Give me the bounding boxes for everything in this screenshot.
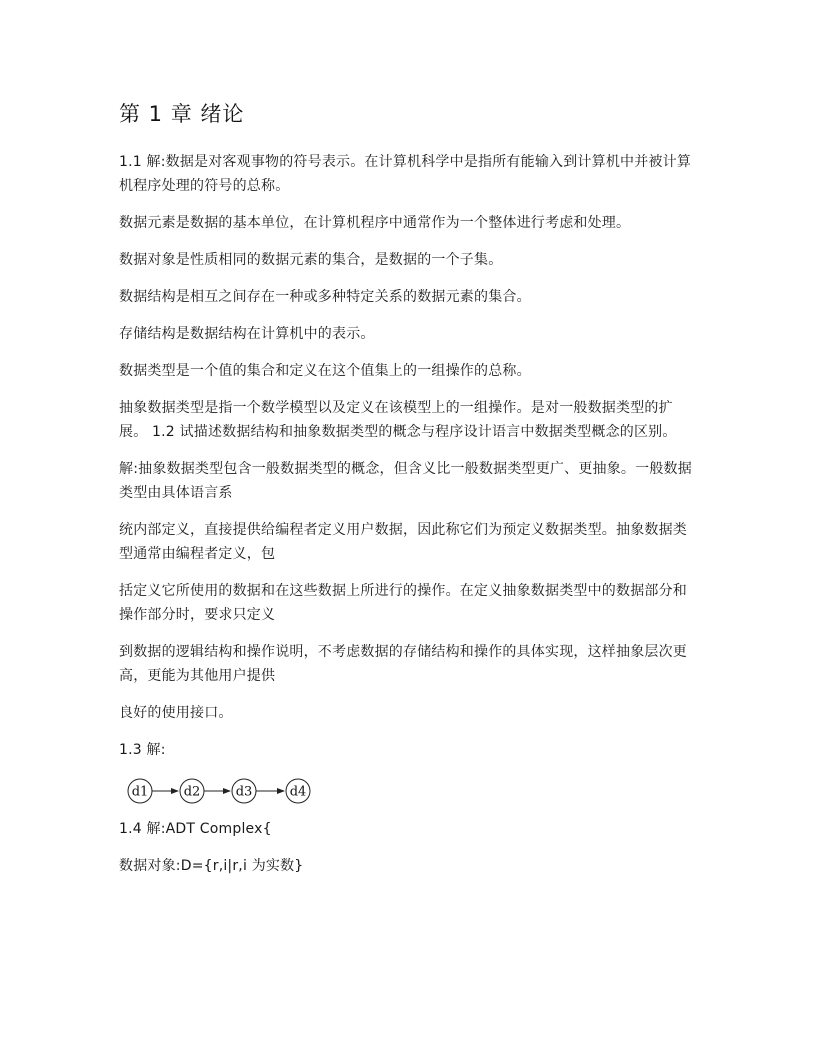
- paragraph-1-3: 1.3 解:: [119, 742, 166, 758]
- linear-structure-diagram: [121, 775, 321, 807]
- paragraph-answer-1-2-c: 括定义它所使用的数据和在这些数据上所进行的操作。在定义抽象数据类型中的数据部分和操作部分时，要求只定义: [119, 583, 687, 623]
- node-d1: [128, 779, 152, 803]
- document-content: [119, 98, 699, 891]
- node-d4: [286, 779, 310, 803]
- node-d2-label: d2: [183, 784, 201, 800]
- paragraph-storage-structure: 存储结构是数据结构在计算机中的表示。: [119, 326, 375, 342]
- paragraph-abstract-data-type: 抽象数据类型是指一个数学模型以及定义在该模型上的一组操作。是对一般数据类型的扩展。 1.2 试描述数据结构和抽象数据类型的概念与程序设计语言中数据类型概念的区别。: [119, 400, 677, 440]
- paragraph-data-element: 数据元素是数据的基本单位，在计算机程序中通常作为一个整体进行考虑和处理。: [119, 215, 631, 231]
- paragraph-answer-1-2-b: 统内部定义，直接提供给编程者定义用户数据，因此称它们为预定义数据类型。抽象数据类型通常由编程者定义，包: [119, 522, 687, 562]
- paragraph-data-structure: 数据结构是相互之间存在一种或多种特定关系的数据元素的集合。: [119, 289, 531, 305]
- paragraph-data-object: 数据对象是性质相同的数据元素的集合，是数据的一个子集。: [119, 252, 503, 268]
- chapter-title: 第 1 章 绪论: [119, 102, 245, 126]
- paragraph-answer-1-2-d: 到数据的逻辑结构和操作说明，不考虑数据的存储结构和操作的具体实现，这样抽象层次更高，更能为其他用户提供: [119, 644, 687, 684]
- node-d1-label: d1: [131, 784, 149, 800]
- paragraph-1-4: 1.4 解:ADT Complex{: [119, 821, 272, 837]
- paragraph-data-type: 数据类型是一个值的集合和定义在这个值集上的一组操作的总称。: [119, 363, 531, 379]
- node-d2: [180, 779, 204, 803]
- node-d4-label: d4: [289, 784, 307, 800]
- node-d3-label: d3: [235, 784, 253, 800]
- paragraph-data-object-def: 数据对象:D={r,i|r,i 为实数}: [119, 858, 304, 874]
- paragraph-answer-1-2-e: 良好的使用接口。: [119, 705, 233, 721]
- paragraph-1-1: 1.1 解:数据是对客观事物的符号表示。在计算机科学中是指所有能输入到计算机中并被计算机程序处理的符号的总称。: [119, 154, 692, 194]
- node-d3: [232, 779, 256, 803]
- paragraph-answer-1-2-a: 解:抽象数据类型包含一般数据类型的概念，但含义比一般数据类型更广、更抽象。一般数据类型由具体语言系: [119, 461, 692, 501]
